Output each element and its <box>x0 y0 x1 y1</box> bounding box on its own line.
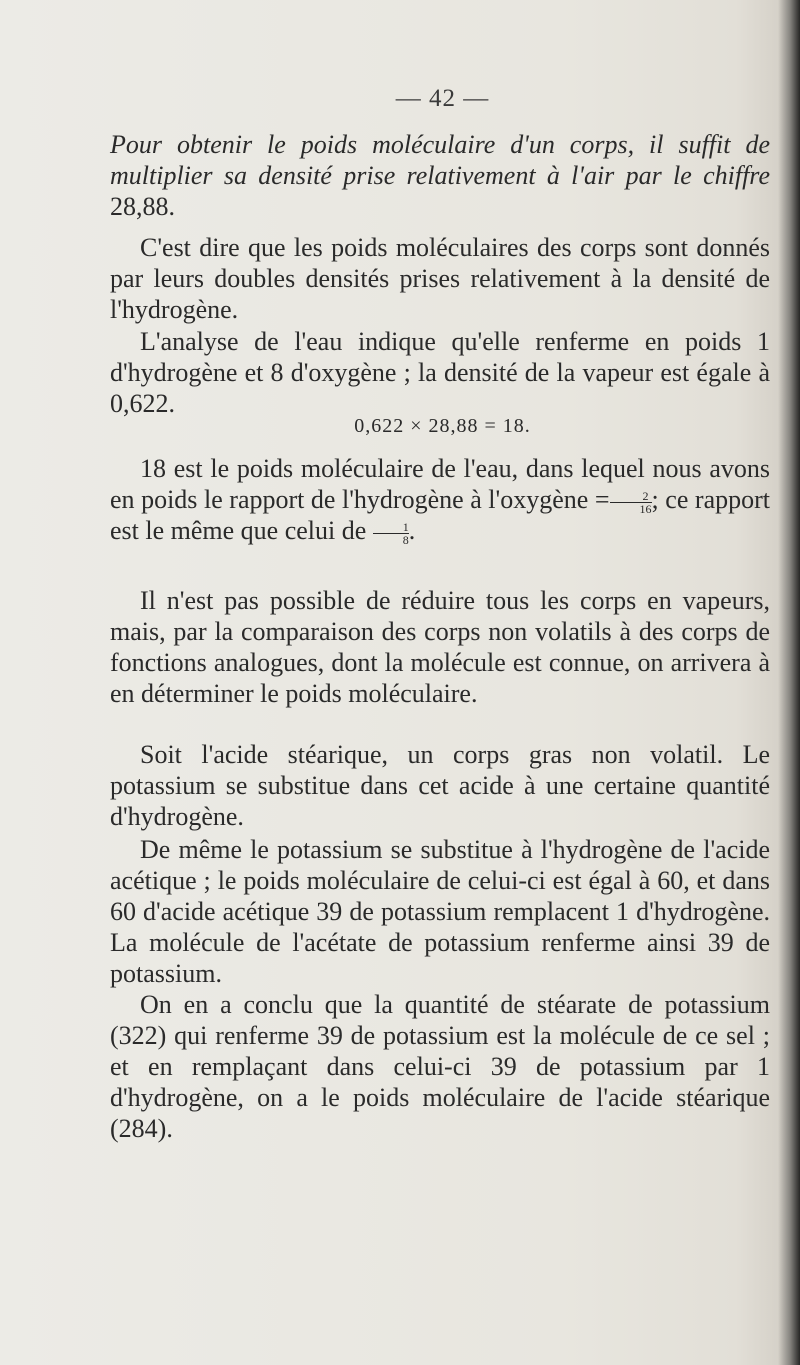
fraction-2-16-denominator: 16 <box>610 502 652 515</box>
paragraph-6: On en a conclu que la quantité de stéarate de potassium (322) qui renferme 39 de potassium est la molécule de ce sel ; et en remplaçant dans celui-ci 39 de potassium par 1 d'hydrogène, on a le poids moléculaire de l'acide stéarique (284). <box>110 990 770 1143</box>
fraction-paragraph <box>110 453 770 546</box>
fraction-paragraph-end: . <box>408 516 416 545</box>
fraction-2-16 <box>610 490 652 515</box>
intro-value: 28,88. <box>110 192 175 221</box>
equals-sign: = <box>594 485 610 514</box>
fraction-2-16-numerator: 2 <box>642 488 649 503</box>
paragraph-5: De même le potassium se substitue à l'hydrogène de l'acide acétique ; le poids moléculaire de celui-ci est égal à 60, et dans 60 d'acide acétique 39 de potassium remplacent 1 d'hydrogène. La molécule de l'acétate de potassium renferme ainsi 39 de potassium. <box>110 835 770 988</box>
fraction-paragraph-middle: ; ce rapport est le même que celui de <box>110 485 770 545</box>
fraction-1-8-denominator: 8 <box>373 533 409 546</box>
intro-paragraph <box>110 129 770 222</box>
formula: 0,622 × 28,88 = 18. <box>354 415 531 437</box>
page-edge-shadow <box>778 0 800 1365</box>
intro-italic-text: Pour obtenir le poids moléculaire d'un corps, il suffit de multiplier sa densité prise relativement à l'air par le chiffre <box>110 130 770 190</box>
paragraph-4: Soit l'acide stéarique, un corps gras non volatil. Le potassium se substitue dans cet acide à une certaine quantité d'hydrogène. <box>110 740 770 831</box>
fraction-1-8-numerator: 1 <box>402 519 409 534</box>
paragraph-1: C'est dire que les poids moléculaires des corps sont donnés par leurs doubles densités prises relativement à la densité de l'hydrogène. <box>110 233 770 324</box>
fraction-1-8 <box>373 521 409 546</box>
paragraph-3: Il n'est pas possible de réduire tous les corps en vapeurs, mais, par la comparaison des corps non volatils à des corps de fonctions analogues, dont la molécule est connue, on arrivera à en déterminer le poids moléculaire. <box>110 586 770 708</box>
page-number: — 42 — <box>395 85 490 112</box>
fraction-paragraph-before: 18 est le poids moléculaire de l'eau, dans lequel nous avons en poids le rapport de l'hydrogène à l'oxygène <box>110 454 770 514</box>
paragraph-2: L'analyse de l'eau indique qu'elle renferme en poids 1 d'hydrogène et 8 d'oxygène ; la densité de la vapeur est égale à 0,622. <box>110 327 770 418</box>
